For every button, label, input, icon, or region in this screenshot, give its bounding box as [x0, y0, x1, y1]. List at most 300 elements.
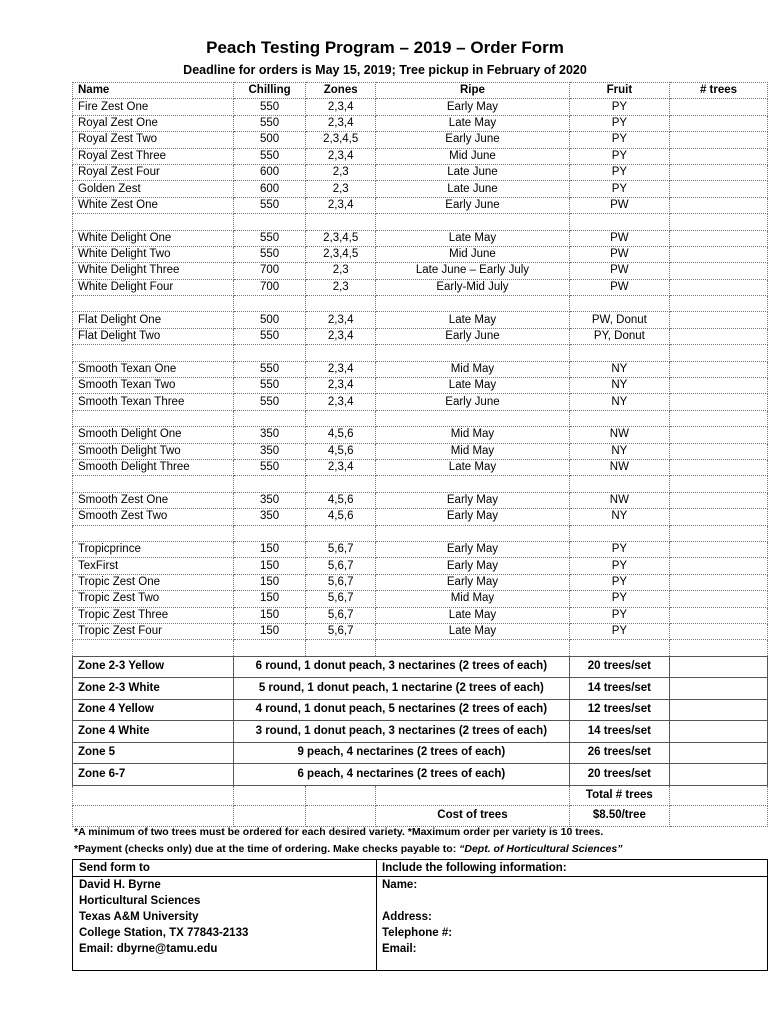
- variety-ripe: Late May: [376, 312, 570, 328]
- variety-name: Smooth Zest One: [73, 492, 234, 508]
- trees-input-cell[interactable]: [670, 115, 768, 131]
- variety-zones: 2,3,4: [306, 459, 376, 475]
- variety-row: [73, 459, 768, 475]
- trees-input-cell[interactable]: [670, 443, 768, 459]
- variety-ripe: Late May: [376, 230, 570, 246]
- variety-name: Royal Zest Four: [73, 164, 234, 180]
- variety-row: [73, 427, 768, 443]
- empty-cell: [233, 525, 305, 541]
- variety-zones: 4,5,6: [306, 443, 376, 459]
- trees-input-cell[interactable]: [670, 99, 768, 115]
- trees-input-cell[interactable]: [670, 394, 768, 410]
- variety-name: Smooth Delight Three: [73, 459, 234, 475]
- variety-name: Tropic Zest Four: [73, 623, 234, 639]
- header-trees: # trees: [670, 83, 768, 99]
- variety-zones: 5,6,7: [306, 591, 376, 607]
- zone-set-label: Zone 4 Yellow: [73, 699, 234, 721]
- empty-cell: [73, 214, 234, 230]
- variety-ripe: Mid June: [376, 246, 570, 262]
- zone-set-description: 4 round, 1 donut peach, 5 nectarines (2 trees of each): [233, 699, 569, 721]
- trees-input-cell[interactable]: [670, 361, 768, 377]
- variety-name: Flat Delight One: [73, 312, 234, 328]
- zone-set-description: 6 round, 1 donut peach, 3 nectarines (2 trees of each): [233, 656, 569, 678]
- variety-row: [73, 181, 768, 197]
- empty-cell: [233, 806, 305, 827]
- spacer-row: [73, 214, 768, 230]
- zone-set-row: [73, 742, 768, 764]
- variety-ripe: Mid May: [376, 361, 570, 377]
- variety-row: [73, 148, 768, 164]
- header-chilling: Chilling: [233, 83, 305, 99]
- trees-input-cell[interactable]: [670, 459, 768, 475]
- spacer-row: [73, 345, 768, 361]
- send-line-city: College Station, TX 77843-2133: [79, 927, 249, 939]
- variety-zones: 5,6,7: [306, 541, 376, 557]
- variety-ripe: Mid June: [376, 148, 570, 164]
- variety-chilling: 150: [233, 541, 305, 557]
- zone-set-row: [73, 656, 768, 678]
- total-row: [73, 785, 768, 806]
- variety-ripe: Early June: [376, 394, 570, 410]
- variety-chilling: 350: [233, 443, 305, 459]
- variety-zones: 5,6,7: [306, 623, 376, 639]
- variety-fruit: PY: [569, 623, 669, 639]
- variety-row: [73, 99, 768, 115]
- spacer-row: [73, 525, 768, 541]
- contact-box: [72, 859, 768, 971]
- zone-set-description: 6 peach, 4 nectarines (2 trees of each): [233, 764, 569, 786]
- variety-chilling: 550: [233, 99, 305, 115]
- variety-ripe: Early May: [376, 541, 570, 557]
- trees-input-cell[interactable]: [670, 230, 768, 246]
- variety-fruit: PY: [569, 148, 669, 164]
- address-field-label[interactable]: Address:: [382, 911, 432, 923]
- empty-cell: [233, 296, 305, 312]
- variety-name: Smooth Texan Three: [73, 394, 234, 410]
- variety-fruit: NW: [569, 459, 669, 475]
- variety-name: Royal Zest Three: [73, 148, 234, 164]
- send-form-column: [73, 860, 377, 970]
- variety-zones: 2,3,4: [306, 115, 376, 131]
- empty-cell: [569, 640, 669, 656]
- variety-chilling: 550: [233, 459, 305, 475]
- spacer-row: [73, 296, 768, 312]
- variety-ripe: Late May: [376, 115, 570, 131]
- variety-row: [73, 574, 768, 590]
- variety-ripe: Mid May: [376, 591, 570, 607]
- variety-row: [73, 197, 768, 213]
- variety-fruit: PY: [569, 558, 669, 574]
- variety-fruit: PY: [569, 574, 669, 590]
- variety-name: White Delight Two: [73, 246, 234, 262]
- variety-name: Tropicprince: [73, 541, 234, 557]
- variety-chilling: 350: [233, 427, 305, 443]
- empty-cell: [569, 296, 669, 312]
- header-fruit: Fruit: [569, 83, 669, 99]
- trees-input-cell[interactable]: [670, 591, 768, 607]
- include-info-column: [376, 860, 767, 970]
- form-title: Peach Testing Program – 2019 – Order Form: [206, 38, 564, 57]
- variety-ripe: Late May: [376, 459, 570, 475]
- empty-cell: [376, 640, 570, 656]
- include-info-header: Include the following information:: [376, 860, 767, 877]
- variety-ripe: Early-Mid July: [376, 279, 570, 295]
- trees-input-cell[interactable]: [670, 246, 768, 262]
- empty-cell: [569, 214, 669, 230]
- zone-set-count: 14 trees/set: [569, 678, 669, 700]
- variety-name: Fire Zest One: [73, 99, 234, 115]
- variety-chilling: 700: [233, 279, 305, 295]
- zone-set-label: Zone 4 White: [73, 721, 234, 743]
- spacer-row: [73, 476, 768, 492]
- variety-row: [73, 623, 768, 639]
- trees-input-cell[interactable]: [670, 328, 768, 344]
- variety-zones: 5,6,7: [306, 574, 376, 590]
- trees-input-cell[interactable]: [670, 541, 768, 557]
- trees-input-cell[interactable]: [670, 279, 768, 295]
- variety-row: [73, 541, 768, 557]
- cost-row: [73, 806, 768, 827]
- variety-fruit: PY: [569, 132, 669, 148]
- variety-row: [73, 361, 768, 377]
- header-name: Name: [73, 83, 234, 99]
- variety-ripe: Mid May: [376, 443, 570, 459]
- zone-set-label: Zone 2-3 Yellow: [73, 656, 234, 678]
- variety-chilling: 350: [233, 492, 305, 508]
- variety-ripe: Mid May: [376, 427, 570, 443]
- variety-name: Tropic Zest Three: [73, 607, 234, 623]
- empty-cell: [233, 640, 305, 656]
- variety-name: Smooth Texan Two: [73, 378, 234, 394]
- variety-name: Smooth Delight Two: [73, 443, 234, 459]
- trees-input-cell[interactable]: [670, 640, 768, 656]
- variety-name: TexFirst: [73, 558, 234, 574]
- empty-cell: [306, 345, 376, 361]
- trees-input-cell[interactable]: [670, 623, 768, 639]
- variety-ripe: Early June: [376, 328, 570, 344]
- empty-cell: [233, 476, 305, 492]
- variety-ripe: Late May: [376, 378, 570, 394]
- telephone-field-label[interactable]: Telephone #:: [382, 927, 453, 939]
- zone-set-description: 3 round, 1 donut peach, 3 nectarines (2 trees of each): [233, 721, 569, 743]
- trees-input-cell[interactable]: [670, 197, 768, 213]
- variety-zones: 2,3,4: [306, 312, 376, 328]
- email-field-label[interactable]: Email:: [382, 943, 417, 955]
- variety-row: [73, 164, 768, 180]
- variety-row: [73, 115, 768, 131]
- variety-zones: 2,3,4: [306, 99, 376, 115]
- zone-set-description: 9 peach, 4 nectarines (2 trees of each): [233, 742, 569, 764]
- variety-fruit: PW: [569, 263, 669, 279]
- trees-input-cell[interactable]: [670, 181, 768, 197]
- trees-input-cell[interactable]: [670, 476, 768, 492]
- empty-cell: [233, 214, 305, 230]
- empty-cell: [73, 296, 234, 312]
- variety-chilling: 700: [233, 263, 305, 279]
- variety-chilling: 550: [233, 394, 305, 410]
- empty-cell: [569, 525, 669, 541]
- variety-row: [73, 378, 768, 394]
- variety-zones: 5,6,7: [306, 558, 376, 574]
- empty-cell: [569, 410, 669, 426]
- variety-chilling: 150: [233, 607, 305, 623]
- empty-cell: [376, 785, 570, 806]
- variety-fruit: NY: [569, 378, 669, 394]
- variety-zones: 2,3,4: [306, 148, 376, 164]
- zone-set-row: [73, 764, 768, 786]
- empty-cell: [376, 476, 570, 492]
- variety-ripe: Late May: [376, 623, 570, 639]
- variety-chilling: 150: [233, 558, 305, 574]
- payment-note: [74, 843, 623, 855]
- variety-zones: 2,3: [306, 263, 376, 279]
- variety-fruit: PW: [569, 246, 669, 262]
- variety-zones: 2,3: [306, 279, 376, 295]
- trees-input-cell[interactable]: [670, 410, 768, 426]
- variety-fruit: PW: [569, 230, 669, 246]
- variety-name: Smooth Delight One: [73, 427, 234, 443]
- empty-cell: [569, 476, 669, 492]
- variety-ripe: Late May: [376, 607, 570, 623]
- zone-set-label: Zone 6-7: [73, 764, 234, 786]
- order-limits-note: *A minimum of two trees must be ordered for each desired variety. *Maximum order per variety is 10 trees.: [74, 826, 604, 838]
- variety-zones: 2,3,4: [306, 361, 376, 377]
- variety-row: [73, 328, 768, 344]
- set-trees-input[interactable]: [670, 678, 768, 700]
- variety-ripe: Early June: [376, 197, 570, 213]
- variety-fruit: PY, Donut: [569, 328, 669, 344]
- trees-input-cell[interactable]: [670, 558, 768, 574]
- variety-name: Tropic Zest Two: [73, 591, 234, 607]
- empty-cell: [569, 345, 669, 361]
- trees-input-cell[interactable]: [670, 164, 768, 180]
- set-trees-input[interactable]: [670, 656, 768, 678]
- variety-zones: 2,3: [306, 181, 376, 197]
- variety-fruit: NW: [569, 427, 669, 443]
- variety-chilling: 600: [233, 181, 305, 197]
- trees-input-cell[interactable]: [670, 148, 768, 164]
- empty-cell: [376, 410, 570, 426]
- zone-set-count: 20 trees/set: [569, 764, 669, 786]
- form-deadline: Deadline for orders is May 15, 2019; Tree pickup in February of 2020: [183, 63, 587, 77]
- total-trees-input[interactable]: [670, 785, 768, 806]
- empty-cell: [73, 806, 234, 827]
- variety-fruit: PY: [569, 115, 669, 131]
- payment-payee: “Dept. of Horticultural Sciences”: [459, 843, 623, 855]
- trees-input-cell[interactable]: [670, 214, 768, 230]
- trees-input-cell[interactable]: [670, 296, 768, 312]
- empty-cell: [306, 525, 376, 541]
- variety-fruit: PY: [569, 607, 669, 623]
- zone-set-count: 26 trees/set: [569, 742, 669, 764]
- variety-ripe: Late June: [376, 181, 570, 197]
- variety-fruit: NW: [569, 492, 669, 508]
- variety-zones: 2,3,4,5: [306, 246, 376, 262]
- variety-row: [73, 312, 768, 328]
- variety-name: Smooth Texan One: [73, 361, 234, 377]
- variety-chilling: 600: [233, 164, 305, 180]
- empty-cell: [306, 785, 376, 806]
- trees-input-cell[interactable]: [670, 492, 768, 508]
- variety-chilling: 500: [233, 132, 305, 148]
- variety-fruit: PW: [569, 279, 669, 295]
- variety-name: Golden Zest: [73, 181, 234, 197]
- trees-input-cell[interactable]: [670, 263, 768, 279]
- variety-row: [73, 591, 768, 607]
- empty-cell: [233, 345, 305, 361]
- variety-chilling: 350: [233, 509, 305, 525]
- variety-row: [73, 394, 768, 410]
- trees-input-cell[interactable]: [670, 345, 768, 361]
- variety-zones: 2,3,4,5: [306, 132, 376, 148]
- name-field-label[interactable]: Name:: [382, 879, 418, 891]
- variety-row: [73, 443, 768, 459]
- variety-chilling: 550: [233, 328, 305, 344]
- empty-cell: [376, 525, 570, 541]
- empty-cell: [73, 476, 234, 492]
- variety-ripe: Early June: [376, 132, 570, 148]
- variety-table: [72, 82, 768, 827]
- variety-fruit: PY: [569, 164, 669, 180]
- empty-cell: [306, 214, 376, 230]
- zone-set-description: 5 round, 1 donut peach, 1 nectarine (2 trees of each): [233, 678, 569, 700]
- send-line-university: Texas A&M University: [79, 911, 199, 923]
- cost-label: Cost of trees: [376, 806, 570, 827]
- zone-set-row: [73, 699, 768, 721]
- empty-cell: [306, 410, 376, 426]
- trees-input-cell[interactable]: [670, 509, 768, 525]
- variety-chilling: 550: [233, 246, 305, 262]
- cost-input[interactable]: [670, 806, 768, 827]
- payment-note-text: *Payment (checks only) due at the time of ordering. Make checks payable to:: [74, 843, 460, 855]
- variety-chilling: 550: [233, 378, 305, 394]
- variety-row: [73, 607, 768, 623]
- empty-cell: [306, 296, 376, 312]
- set-trees-input[interactable]: [670, 764, 768, 786]
- zone-set-count: 12 trees/set: [569, 699, 669, 721]
- variety-fruit: PY: [569, 591, 669, 607]
- variety-fruit: PW: [569, 197, 669, 213]
- empty-cell: [376, 296, 570, 312]
- variety-name: White Delight One: [73, 230, 234, 246]
- send-form-header: Send form to: [73, 860, 376, 877]
- trees-input-cell[interactable]: [670, 132, 768, 148]
- variety-name: White Delight Three: [73, 263, 234, 279]
- empty-cell: [376, 345, 570, 361]
- variety-name: White Delight Four: [73, 279, 234, 295]
- variety-ripe: Late June: [376, 164, 570, 180]
- variety-ripe: Early May: [376, 492, 570, 508]
- empty-cell: [73, 785, 234, 806]
- variety-ripe: Early May: [376, 509, 570, 525]
- trees-input-cell[interactable]: [670, 378, 768, 394]
- zone-set-label: Zone 5: [73, 742, 234, 764]
- variety-chilling: 150: [233, 591, 305, 607]
- variety-chilling: 150: [233, 623, 305, 639]
- variety-row: [73, 246, 768, 262]
- variety-ripe: Early May: [376, 99, 570, 115]
- zone-set-label: Zone 2-3 White: [73, 678, 234, 700]
- empty-cell: [306, 476, 376, 492]
- variety-row: [73, 558, 768, 574]
- variety-ripe: Late June – Early July: [376, 263, 570, 279]
- empty-cell: [233, 410, 305, 426]
- empty-cell: [73, 640, 234, 656]
- variety-zones: 2,3,4: [306, 394, 376, 410]
- zone-set-row: [73, 678, 768, 700]
- empty-cell: [306, 806, 376, 827]
- set-trees-input[interactable]: [670, 742, 768, 764]
- empty-cell: [376, 214, 570, 230]
- variety-row: [73, 132, 768, 148]
- variety-fruit: NY: [569, 443, 669, 459]
- variety-name: Royal Zest One: [73, 115, 234, 131]
- variety-fruit: NY: [569, 509, 669, 525]
- total-trees-label: Total # trees: [569, 785, 669, 806]
- variety-row: [73, 509, 768, 525]
- trees-input-cell[interactable]: [670, 312, 768, 328]
- trees-input-cell[interactable]: [670, 525, 768, 541]
- variety-zones: 2,3,4: [306, 197, 376, 213]
- variety-name: Tropic Zest One: [73, 574, 234, 590]
- zone-set-count: 14 trees/set: [569, 721, 669, 743]
- variety-chilling: 550: [233, 148, 305, 164]
- variety-name: White Zest One: [73, 197, 234, 213]
- empty-cell: [73, 345, 234, 361]
- variety-fruit: PY: [569, 181, 669, 197]
- variety-ripe: Early May: [376, 574, 570, 590]
- trees-input-cell[interactable]: [670, 574, 768, 590]
- variety-fruit: NY: [569, 394, 669, 410]
- empty-cell: [306, 640, 376, 656]
- trees-input-cell[interactable]: [670, 607, 768, 623]
- variety-chilling: 550: [233, 361, 305, 377]
- variety-chilling: 550: [233, 197, 305, 213]
- variety-row: [73, 279, 768, 295]
- header-zones: Zones: [306, 83, 376, 99]
- variety-zones: 5,6,7: [306, 607, 376, 623]
- variety-chilling: 500: [233, 312, 305, 328]
- variety-zones: 2,3,4: [306, 328, 376, 344]
- variety-zones: 4,5,6: [306, 427, 376, 443]
- variety-chilling: 550: [233, 115, 305, 131]
- variety-fruit: NY: [569, 361, 669, 377]
- zone-set-row: [73, 721, 768, 743]
- spacer-row: [73, 640, 768, 656]
- variety-name: Smooth Zest Two: [73, 509, 234, 525]
- set-trees-input[interactable]: [670, 699, 768, 721]
- set-trees-input[interactable]: [670, 721, 768, 743]
- send-line-name: David H. Byrne: [79, 879, 161, 891]
- header-ripe: Ripe: [376, 83, 570, 99]
- send-line-email: Email: dbyrne@tamu.edu: [79, 943, 218, 955]
- variety-name: Flat Delight Two: [73, 328, 234, 344]
- variety-ripe: Early May: [376, 558, 570, 574]
- empty-cell: [233, 785, 305, 806]
- zone-set-count: 20 trees/set: [569, 656, 669, 678]
- variety-chilling: 150: [233, 574, 305, 590]
- variety-fruit: PW, Donut: [569, 312, 669, 328]
- empty-cell: [73, 410, 234, 426]
- cost-value: $8.50/tree: [569, 806, 669, 827]
- variety-zones: 4,5,6: [306, 509, 376, 525]
- spacer-row: [73, 410, 768, 426]
- variety-row: [73, 492, 768, 508]
- trees-input-cell[interactable]: [670, 427, 768, 443]
- empty-cell: [73, 525, 234, 541]
- variety-chilling: 550: [233, 230, 305, 246]
- variety-name: Royal Zest Two: [73, 132, 234, 148]
